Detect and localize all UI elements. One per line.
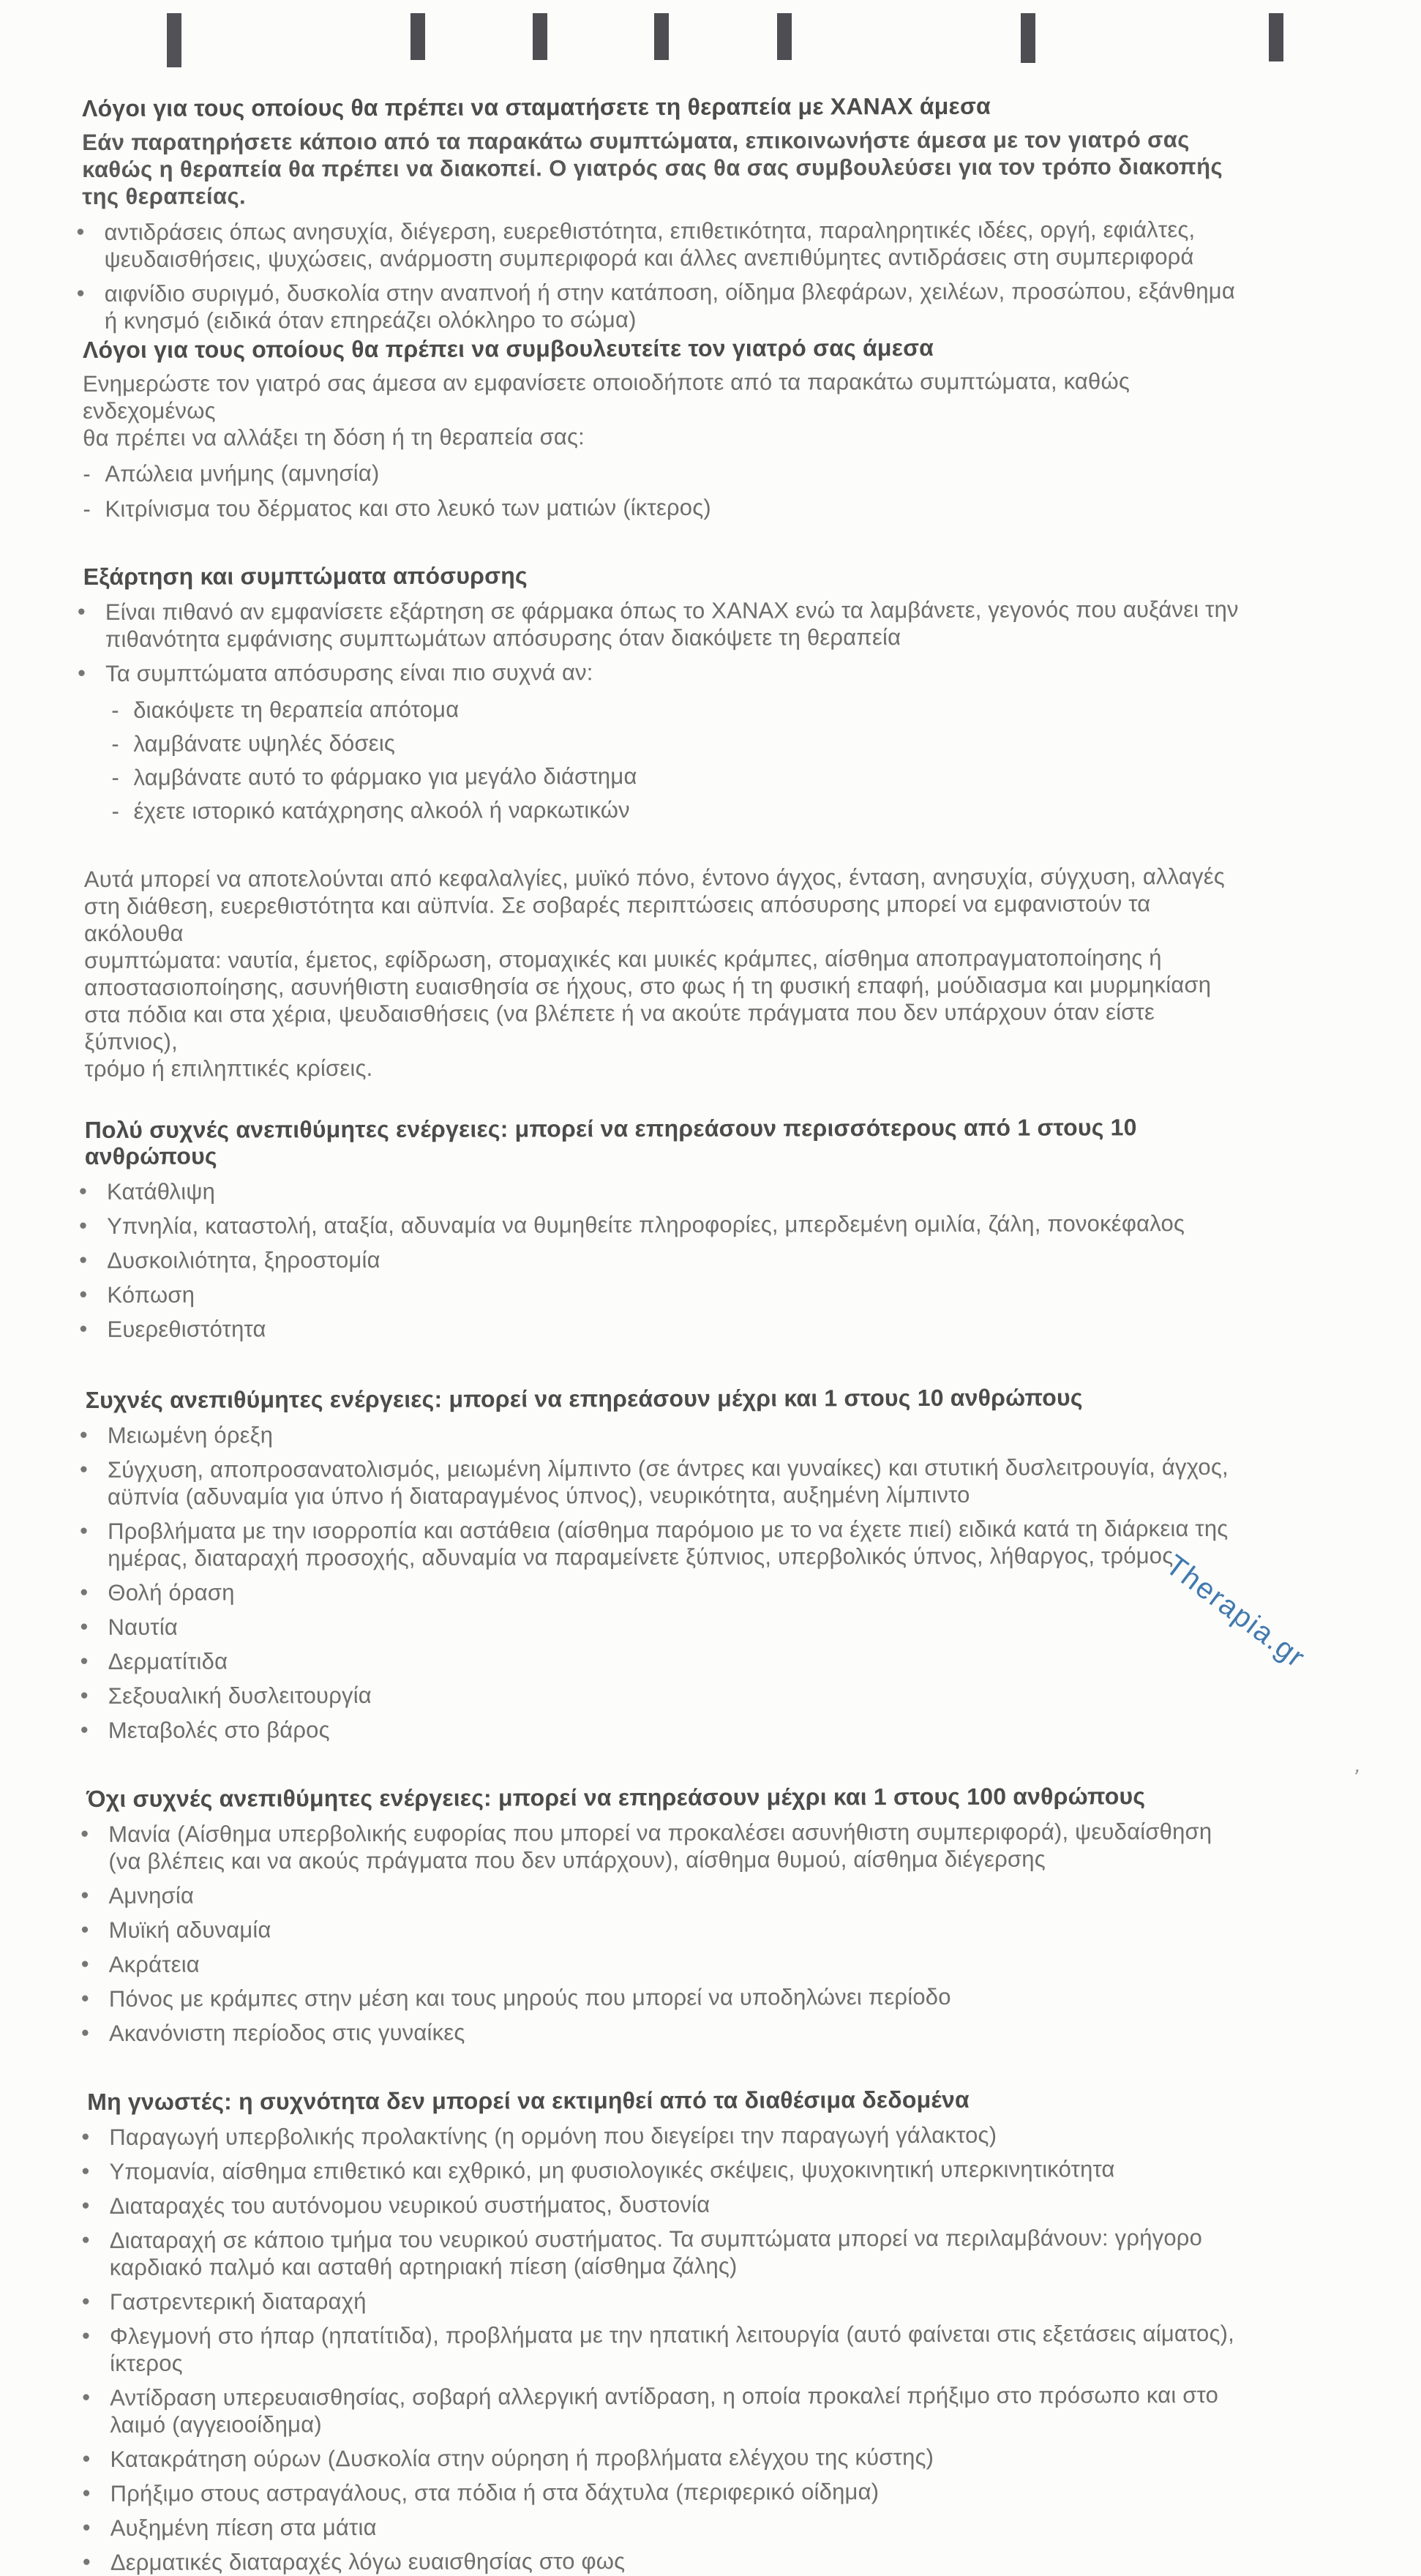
bullet-item: • Αντίδραση υπερευαισθησίας, σοβαρή αλλεργική αντίδραση, η οποία προκαλεί πρήξιμο στο πρόσωπο και στο λαιμό (αγγειοοίδημα) (88, 2381, 1244, 2438)
paragraph: Ενημερώστε τον γιατρό σας άμεσα αν εμφανίσετε οποιοδήποτε από τα παρακάτω συμπτώματα, καθώς ενδεχομένως θα πρέπει να αλλάξει τη δόση ή τη θεραπεία σας: (82, 368, 1131, 451)
bullet-item: • Δυσκοιλιότητα, ξηροστομία (85, 1244, 1241, 1274)
bullet-item: • Δερματίτιδα (86, 1645, 1242, 1675)
bullet-list (86, 1818, 1243, 2047)
bullet-item: • Κόπωση (85, 1278, 1241, 1308)
dash-item: - διακόψετε τη θεραπεία απότομα (111, 694, 1240, 724)
scan-registration-mark (777, 13, 792, 60)
section-heading: Λόγοι για τους οποίους θα πρέπει να σταματήσετε τη θεραπεία με XANAX άμεσα (82, 92, 991, 121)
bullet-item: • Υπνηλία, καταστολή, αταξία, αδυναμία να θυμηθείτε πληροφορίες, μπερδεμένη ομιλία, ζάλη, πονοκέφαλος (85, 1210, 1241, 1240)
bullet-item: • Προβλήματα με την ισορροπία και αστάθεια (αίσθημα παρόμοιο με το να έχετε πιεί) ειδικά κατά τη διάρκεια της ημέρας, διαταραχή προσοχής, αδυναμία να παραμείνετε ξύπνιος, υπερβολικός ύπνος, λήθαργος, τρόμος (86, 1515, 1242, 1572)
bullet-item: • Τα συμπτώματα απόσυρσης είναι πιο συχνά αν: (83, 657, 1240, 687)
bullet-item: • Μεταβολές στο βάρος (86, 1714, 1242, 1744)
dash-list (83, 457, 1239, 523)
bullet-item: • αντιδράσεις όπως ανησυχία, διέγερση, ευερεθιστότητα, επιθετικότητα, παραληρητικές ιδέες, οργή, εφιάλτες, ψευδαισθήσεις, ψυχώσεις, ανάρμοστη συμπεριφορά και άλλες ανεπιθύμητες αντιδράσεις στη συμπεριφορά (82, 216, 1238, 273)
bullet-item: • Ναυτία (86, 1611, 1242, 1641)
scan-speck: ’ (1348, 1764, 1362, 1790)
bullet-item: • Μυϊκή αδυναμία (87, 1914, 1243, 1944)
dash-item: - Κιτρίνισμα του δέρματος και στο λευκό των ματιών (ίκτερος) (83, 493, 1239, 523)
paragraph: Αυτά μπορεί να αποτελούνται από κεφαλαλγίες, μυϊκό πόνο, έντονο άγχος, ένταση, ανησυχία, σύγχυση, αλλαγές στη διάθεση, ευερεθιστότητα και αϋπνία. Σε σοβαρές περιπτώσεις απόσυρσης μπορεί να εμφανιστούν τα ακόλουθα συμπτώματα: ναυτία, έμετος, εφίδρωση, στομαχικές και μυικές κράμπες, αίσθημα αποπραγματοποίησης ή αποστασιοποίησης, ασυνήθιστη ευαισθησία σε ήχους, στο φως ή τη φυσική επαφή, μούδιασμα και μυρμηκίαση στα πόδια και στα χέρια, ψευδαισθήσεις (να βλέπετε ή να ακούτε πράγματα που δεν υπάρχουν όταν είστε ξύπνιος), τρόμο ή επιληπτικές κρίσεις. (83, 863, 1225, 1082)
section-heading: Εξάρτηση και συμπτώματα απόσυρσης (83, 562, 528, 590)
bullet-item: • Σύγχυση, αποπροσανατολισμός, μειωμένη λίμπιντο (σε άντρες και γυναίκες) και στυτική δυσλειτρουγία, άγχος, αϋπνία (αδυναμία για ύπνο ή διαταραγμένος ύπνος), νευρικότητα, αυξημένη λίμπιντο (86, 1453, 1242, 1510)
bullet-item: • Σεξουαλική δυσλειτουργία (86, 1680, 1242, 1710)
bullet-item: • Γαστρεντερική διαταραχή (88, 2285, 1244, 2315)
bullet-item: • Παραγωγή υπερβολικής προλακτίνης (η ορμόνη που διεγείρει την παραγωγή γάλακτος) (87, 2121, 1243, 2151)
bullet-item: • Διαταραχές του αυτόνομου νευρικού συστήματος, δυστονία (88, 2190, 1244, 2220)
bullet-item: • Κατακράτηση ούρων (Δυσκολία στην ούρηση ή προβλήματα ελέγχου της κύστης) (88, 2443, 1244, 2473)
scan-registration-mark (1021, 13, 1035, 63)
bullet-item: • Μανία (Αίσθημα υπερβολικής ευφορίας που μπορεί να προκαλέσει ασυνήθιστη συμπεριφορά), ψευδαίσθηση (να βλέπεις και να ακούς πράγματα που δεν υπάρχουν), αίσθημα θυμού, αίσθημα διέγερσης (86, 1818, 1242, 1875)
section-heading: Λόγοι για τους οποίους θα πρέπει να συμβουλευτείτε τον γιατρό σας άμεσα (82, 334, 934, 363)
scan-registration-mark (410, 13, 425, 60)
bullet-item: • Μειωμένη όρεξη (86, 1419, 1242, 1449)
section-heading: Συχνές ανεπιθύμητες ενέργειες: μπορεί να επηρεάσουν μέχρι και 1 στους 10 ανθρώπους (85, 1384, 1083, 1413)
section-heading: Όχι συχνές ανεπιθύμητες ενέργειες: μπορεί να επηρεάσουν μέχρι και 1 στους 100 ανθρώπους (86, 1783, 1146, 1812)
dash-list (83, 694, 1240, 825)
bullet-item: • Είναι πιθανό αν εμφανίσετε εξάρτηση σε φάρμακα όπως το XANAX ενώ τα λαμβάνετε, γεγονός που αυξάνει την πιθανότητα εμφάνισης συμπτωμάτων απόσυρσης όταν διακόψετε τη θεραπεία (83, 596, 1240, 653)
bullet-item: • Ακανόνιστη περίοδος στις γυναίκες (87, 2017, 1243, 2047)
scan-registration-mark (167, 13, 181, 67)
bullet-item: • Διαταραχή σε κάποιο τμήμα του νευρικού συστήματος. Τα συμπτώματα μπορεί να περιλαμβάνουν: γρήγορο καρδιακό παλμό και ασταθή αρτηριακή πίεση (αίσθημα ζάλης) (88, 2224, 1244, 2281)
bullet-item: • αιφνίδιο συριγμό, δυσκολία στην αναπνοή ή στην κατάποση, οίδημα βλεφάρων, χειλέων, προσώπου, εξάνθημα ή κνησμό (ειδικά όταν επηρεάζει ολόκληρο το σώμα) (83, 277, 1239, 334)
bullet-item: • Πρήξιμο στους αστραγάλους, στα πόδια ή στα δάχτυλα (περιφερικό οίδημα) (89, 2477, 1245, 2507)
bullet-list (82, 216, 1238, 334)
scan-registration-mark (654, 13, 669, 60)
dash-item: - έχετε ιστορικό κατάχρησης αλκοόλ ή ναρκωτικών (112, 795, 1240, 825)
scan-registration-mark (533, 13, 547, 60)
bullet-item: • Δερματικές διαταραχές λόγω ευαισθησίας στο φως (89, 2546, 1245, 2576)
paragraph: Εάν παρατηρήσετε κάποιο από τα παρακάτω συμπτώματα, επικοινωνήστε άμεσα με τον γιατρό σας καθώς η θεραπεία θα πρέπει να διακοπεί. Ο γιατρός σας θα σας συμβουλεύσει για τον τρόπο διακοπής της θεραπείας. (82, 127, 1223, 209)
bullet-list (83, 596, 1240, 687)
bullet-item: • Κατάθλιψη (85, 1175, 1241, 1205)
bullet-item: • Ευερεθιστότητα (85, 1313, 1241, 1343)
scan-registration-mark (1269, 13, 1283, 61)
dash-item: - Απώλεια μνήμης (αμνησία) (83, 457, 1239, 487)
dash-item: - λαμβάνατε υψηλές δόσεις (111, 727, 1240, 757)
bullet-item: • Αμνησία (86, 1879, 1242, 1909)
bullet-item: • Πόνος με κράμπες στην μέση και τους μηρούς που μπορεί να υποδηλώνει περίοδο (87, 1982, 1243, 2012)
bullet-item: • Ακράτεια (87, 1948, 1243, 1978)
document-body (82, 92, 1245, 2576)
bullet-item: • Φλεγμονή στο ήπαρ (ηπατίτιδα), προβλήματα με την ηπατική λειτουργία (αυτό φαίνεται στις εξετάσεις αίματος), ίκτερος (88, 2320, 1244, 2377)
bullet-list (87, 2121, 1245, 2576)
therapia-watermark: Therapia.gr (1160, 1549, 1312, 1675)
bullet-item: • Αυξημένη πίεση στα μάτια (89, 2512, 1245, 2542)
bullet-item: • Θολή όραση (86, 1576, 1242, 1606)
section-heading: Πολύ συχνές ανεπιθύμητες ενέργειες: μπορεί να επηρεάσουν περισσότερους από 1 στους 10 ανθρώπους (84, 1114, 1137, 1169)
bullet-list (85, 1175, 1242, 1343)
section-heading: Μη γνωστές: η συχνότητα δεν μπορεί να εκτιμηθεί από τα διαθέσιμα δεδομένα (87, 2086, 970, 2115)
bullet-item: • Υπομανία, αίσθημα επιθετικό και εχθρικό, μη φυσιολογικές σκέψεις, ψυχοκινητική υπερκινητικότητα (87, 2155, 1243, 2185)
bullet-list (86, 1419, 1242, 1744)
dash-item: - λαμβάνατε αυτό το φάρμακο για μεγάλο διάστημα (111, 761, 1240, 791)
